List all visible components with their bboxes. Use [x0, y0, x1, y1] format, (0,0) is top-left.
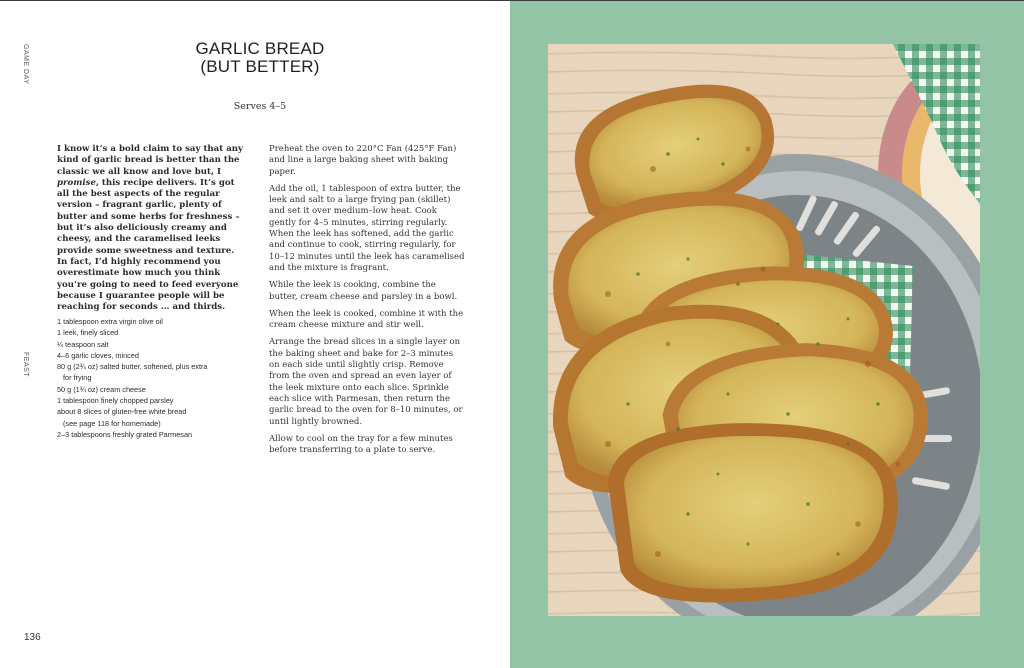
- recipe-title: [150, 40, 370, 76]
- ingredient-item: ¼ teaspoon salt: [57, 339, 109, 349]
- intro-text-1: I know it’s a bold claim to say that any kind of garlic bread is better than the classic we all know and love but, I: [57, 144, 244, 177]
- method-step: Preheat the oven to 220°C Fan (425°F Fan) and line a large baking sheet with baking paper.: [269, 144, 457, 177]
- ingredient-item: 2–3 tablespoons freshly grated Parmesan: [57, 429, 193, 439]
- method-step: Arrange the bread slices in a single layer on the baking sheet and bake for 2–3 minutes on each side until slightly crisp. Remove from the oven and spread an even layer of the leek mixture onto each slice. Sprinkle each slice with Parmesan, then return the garlic bread to the oven for 8–10 minutes, or until lightly browned.: [269, 337, 463, 427]
- intro-emphasis: promise: [57, 177, 96, 188]
- method-step: When the leek is cooked, combine it with the cream cheese mixture and stir well.: [269, 308, 464, 331]
- serves-label: Serves 4–5: [233, 101, 287, 112]
- ingredient-item: 80 g (2¾ oz) salted butter, softened, plus extra: [57, 362, 208, 372]
- method-step: Allow to cool on the tray for a few minutes before transferring to a plate to serve.: [269, 433, 453, 456]
- page-number: 136: [24, 632, 41, 643]
- section-label-game-day: GAME DAY: [22, 44, 29, 85]
- top-border: [0, 0, 1024, 1]
- ingredient-item: 1 tablespoon extra virgin olive oil: [57, 317, 163, 326]
- recipe-title-line2: (BUT BETTER): [200, 57, 320, 76]
- ingredient-item: 4–6 garlic cloves, minced: [57, 350, 139, 360]
- method-step: Add the oil, 1 tablespoon of extra butter, the leek and salt to a large frying pan (skillet) and set it over medium–low heat. Cook gently for 4–5 minutes, stirring regularly. When the leek has softened, add the garlic and continue to cook, stirring regularly, for 10–12 minutes until the leek has caramelised and the mixture is fragrant.: [269, 183, 465, 273]
- ingredient-list: [57, 316, 247, 440]
- ingredient-item: 1 leek, finely sliced: [57, 328, 119, 338]
- section-label-feast: FEAST: [22, 352, 29, 378]
- ingredient-item: for frying: [63, 373, 92, 383]
- method-step: While the leek is cooking, combine the butter, cream cheese and parsley in a bowl.: [269, 280, 458, 302]
- method-steps: [269, 144, 465, 462]
- ingredient-item: 50 g (1¾ oz) cream cheese: [57, 384, 146, 394]
- intro-text-2: , this recipe delivers. It’s got all the best aspects of the regular version – fragrant garlic, plenty of butter and some herbs for freshness – but it’s also deliciously creamy and cheesy, and the caramelised leeks provide some sweetness and texture. In fact, I’d highly recommend you overestimate how much you think you’re going to need to feed everyone because I guarantee people will be reaching for seconds … and thirds.: [57, 177, 240, 313]
- recipe-title-line1: GARLIC BREAD: [195, 39, 325, 58]
- left-page: [0, 0, 510, 668]
- ingredient-item: (see page 118 for homemade): [63, 418, 161, 428]
- ingredient-item: 1 tablespoon finely chopped parsley: [57, 396, 174, 406]
- ingredient-item: about 8 slices of gluten-free white bread: [57, 407, 187, 417]
- garlic-bread-photo: [548, 44, 980, 616]
- recipe-intro: [57, 144, 247, 313]
